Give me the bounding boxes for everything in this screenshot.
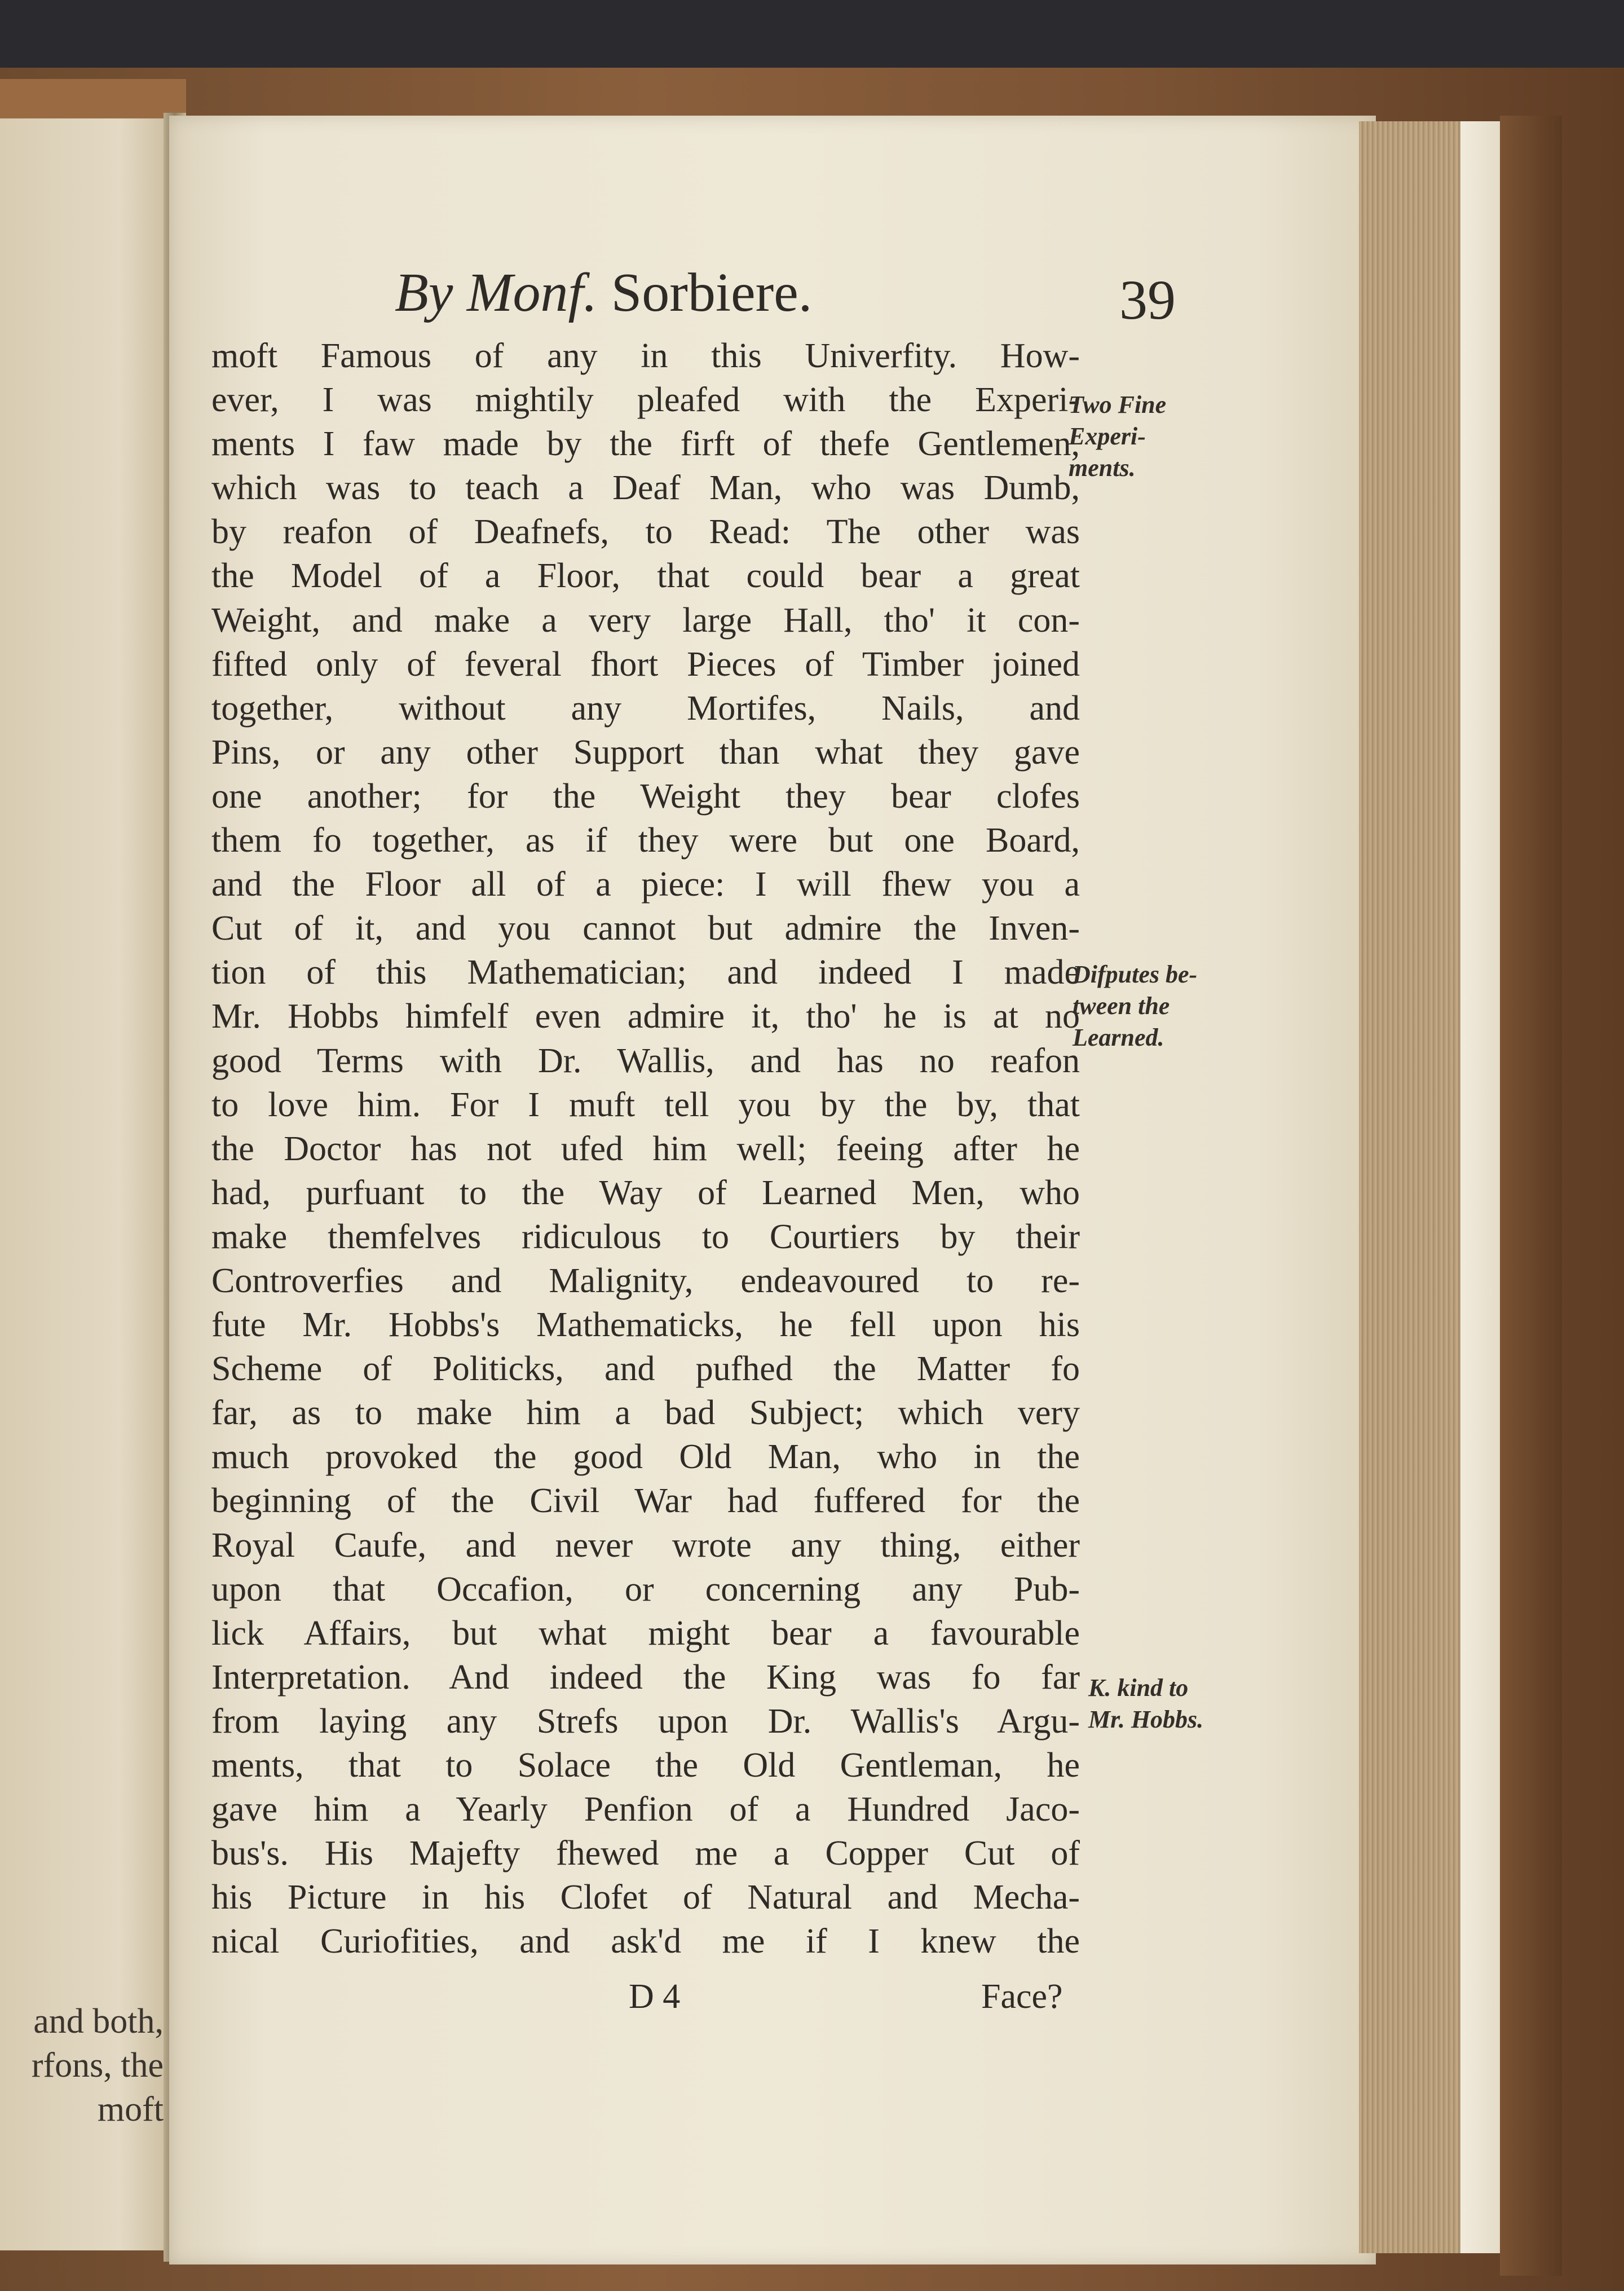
text-line: Pins, or any other Support than what they gave bbox=[211, 733, 1080, 772]
marginal-note-line: Experi- bbox=[1069, 422, 1146, 450]
text-line: nical Curiofities, and ask'd me if I knew the bbox=[211, 1922, 1080, 1961]
text-line: upon that Occafion, or concerning any Pub- bbox=[211, 1570, 1080, 1609]
back-cover-edge bbox=[1500, 116, 1562, 2276]
text-line: the Doctor has not ufed him well; feeing after he bbox=[211, 1129, 1080, 1168]
text-line: much provoked the good Old Man, who in the bbox=[211, 1438, 1080, 1477]
text-line: Controverfies and Malignity, endeavoured to re- bbox=[211, 1261, 1080, 1300]
text-line: the Model of a Floor, that could bear a great bbox=[211, 557, 1080, 596]
text-line: fute Mr. Hobbs's Mathematicks, he fell upon his bbox=[211, 1306, 1080, 1345]
marginal-note-line: Difputes be- bbox=[1073, 961, 1198, 988]
text-line: which was to teach a Deaf Man, who was Dumb, bbox=[211, 469, 1080, 508]
text-line: beginning of the Civil War had fuffered for the bbox=[211, 1482, 1080, 1521]
page-number: 39 bbox=[1119, 268, 1176, 331]
page-edges bbox=[1359, 121, 1460, 2253]
marginal-note-line: Mr. Hobbs. bbox=[1088, 1706, 1204, 1733]
marginal-note-disputes bbox=[1073, 959, 1197, 1054]
text-line: bus's. His Majefty fhewed me a Copper Cut of bbox=[211, 1834, 1080, 1873]
left-page-fragment-2: rfons, the bbox=[31, 2046, 164, 2085]
text-line: had, purfuant to the Way of Learned Men, who bbox=[211, 1173, 1080, 1212]
body-text bbox=[211, 334, 1080, 1963]
marginal-note-experiments bbox=[1069, 389, 1166, 484]
text-line: ments I faw made by the firft of thefe Gentlemen, bbox=[211, 425, 1080, 464]
text-line: Royal Caufe, and never wrote any thing, either bbox=[211, 1526, 1080, 1565]
text-line: far, as to make him a bad Subject; which very bbox=[211, 1394, 1080, 1433]
text-line: Interpretation. And indeed the King was fo far bbox=[211, 1658, 1080, 1697]
marginal-note-line: ments. bbox=[1069, 454, 1136, 482]
left-page bbox=[0, 118, 172, 2250]
text-line: Weight, and make a very large Hall, tho' it con- bbox=[211, 601, 1080, 640]
text-line: by reafon of Deafnefs, to Read: The other was bbox=[211, 513, 1080, 552]
left-page-fragment-3: moft bbox=[97, 2090, 164, 2129]
text-line: make themfelves ridiculous to Courtiers by their bbox=[211, 1217, 1080, 1256]
text-line: and the Floor all of a piece: I will fhew you a bbox=[211, 865, 1080, 904]
marginal-note-king bbox=[1088, 1672, 1203, 1735]
text-line: tion of this Mathematician; and indeed I made bbox=[211, 953, 1080, 992]
text-line: together, without any Mortifes, Nails, and bbox=[211, 689, 1080, 728]
text-line: from laying any Strefs upon Dr. Wallis's Argu- bbox=[211, 1702, 1080, 1741]
text-line: his Picture in his Clofet of Natural and Mecha- bbox=[211, 1878, 1080, 1917]
text-line: ever, I was mightily pleafed with the Experi- bbox=[211, 381, 1080, 420]
marginal-note-line: Two Fine bbox=[1069, 391, 1167, 418]
left-page-fragment-1: and both, bbox=[33, 2002, 164, 2041]
signature-mark: D 4 bbox=[629, 1977, 681, 2016]
page-edges-light bbox=[1460, 121, 1500, 2253]
text-line: to love him. For I muft tell you by the by, that bbox=[211, 1085, 1080, 1124]
text-line: them fo together, as if they were but one Board, bbox=[211, 821, 1080, 860]
marginal-note-line: tween the bbox=[1073, 992, 1170, 1020]
text-line: good Terms with Dr. Wallis, and has no reafon bbox=[211, 1041, 1080, 1080]
text-line: ments, that to Solace the Old Gentleman, he bbox=[211, 1746, 1080, 1785]
text-line: one another; for the Weight they bear clofes bbox=[211, 777, 1080, 816]
text-line: Scheme of Politicks, and pufhed the Matter fo bbox=[211, 1350, 1080, 1389]
catchword: Face? bbox=[981, 1977, 1063, 2016]
running-head-name: Sorbiere. bbox=[611, 262, 813, 323]
running-head-prefix: By Monf. bbox=[395, 262, 598, 323]
text-line: Cut of it, and you cannot but admire the Inven- bbox=[211, 909, 1080, 948]
text-line: moft Famous of any in this Univerfity. How- bbox=[211, 337, 1080, 375]
marginal-note-line: Learned. bbox=[1073, 1024, 1164, 1051]
text-line: Mr. Hobbs himfelf even admire it, tho' he is at no bbox=[211, 997, 1080, 1036]
text-line: lick Affairs, but what might bear a favourable bbox=[211, 1614, 1080, 1653]
text-line: fifted only of feveral fhort Pieces of Timber joined bbox=[211, 645, 1080, 684]
running-head bbox=[395, 262, 813, 323]
marginal-note-line: K. kind to bbox=[1088, 1674, 1189, 1702]
text-line: gave him a Yearly Penfion of a Hundred Jaco- bbox=[211, 1790, 1080, 1829]
